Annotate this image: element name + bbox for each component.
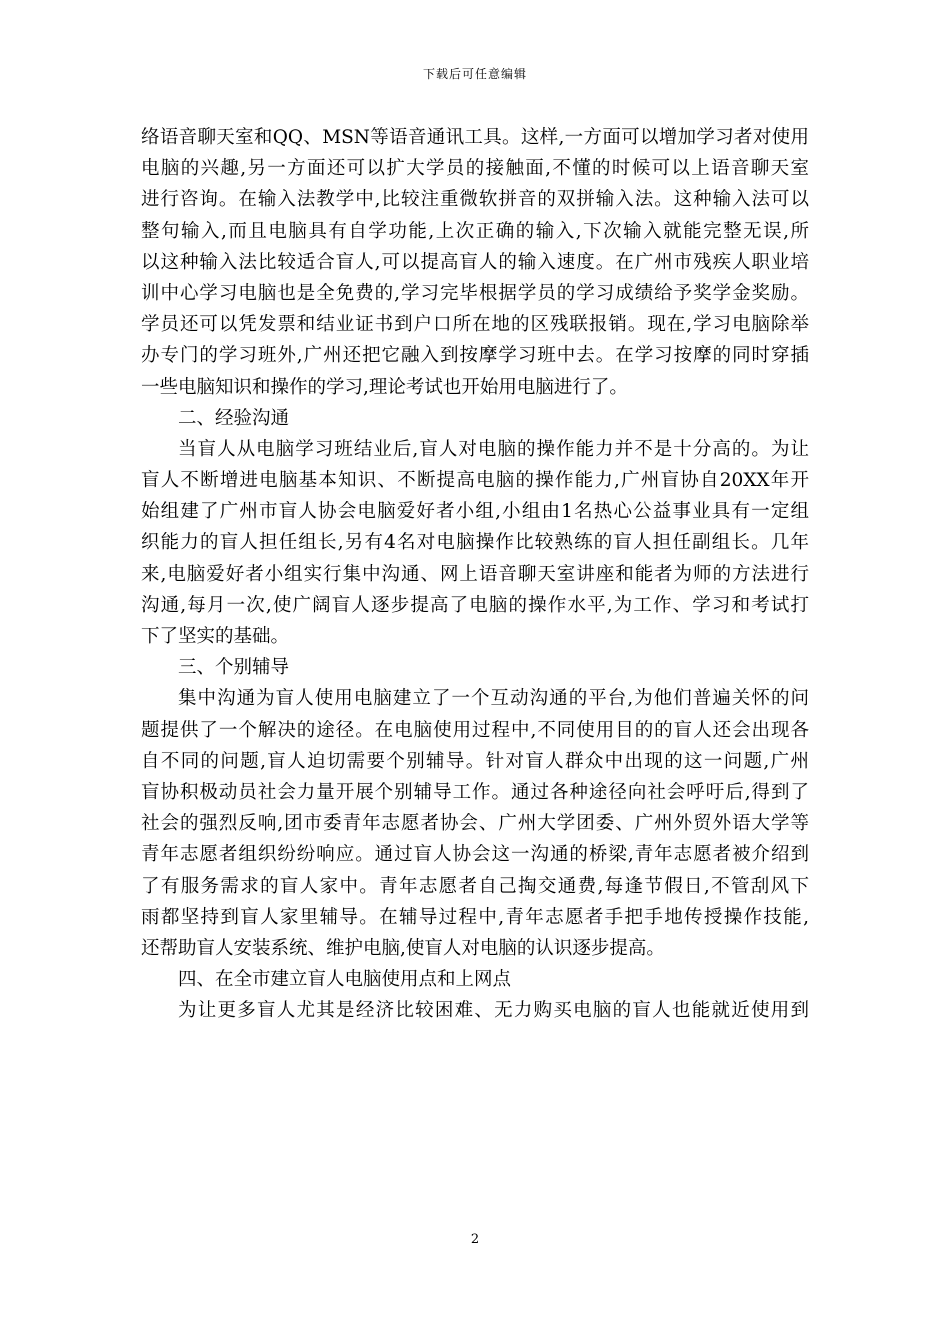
text-line: 来,电脑爱好者小组实行集中沟通、网上语音聊天室讲座和能者为师的方法进行: [141, 563, 809, 585]
page-header: 下载后可任意编辑: [422, 67, 527, 81]
text-line: 一些电脑知识和操作的学习,理论考试也开始用电脑进行了。: [141, 376, 628, 398]
paragraph-section-4: [141, 995, 809, 1026]
section-heading-2: [141, 403, 809, 434]
text-line: 雨都坚持到盲人家里辅导。在辅导过程中,青年志愿者手把手地传授操作技能,: [141, 906, 809, 928]
text-line: 集中沟通为盲人使用电脑建立了一个互动沟通的平台,为他们普遍关怀的问: [178, 688, 809, 710]
text-line: 整句输入,而且电脑具有自学功能,上次正确的输入,下次输入就能完整无误,所: [141, 220, 809, 242]
section-heading-3: [141, 652, 809, 683]
text-line: 青年志愿者组织纷纷响应。通过盲人协会这一沟通的桥梁,青年志愿者被介绍到: [141, 844, 809, 866]
text-line: 当盲人从电脑学习班结业后,盲人对电脑的操作能力并不是十分高的。为让: [178, 438, 809, 460]
text-line: 以这种输入法比较适合盲人,可以提高盲人的输入速度。在广州市残疾人职业培: [141, 251, 809, 273]
text-line: 络语音聊天室和QQ、MSN等语音通讯工具。这样,一方面可以增加学习者对使用: [141, 127, 809, 148]
text-line: 下了坚实的基础。: [141, 626, 290, 647]
section-heading: 四、在全市建立盲人电脑使用点和上网点: [178, 969, 512, 991]
text-line: 题提供了一个解决的途径。在电脑使用过程中,不同使用目的的盲人还会出现各: [141, 719, 809, 741]
text-line: 了有服务需求的盲人家中。青年志愿者自己掏交通费,每逢节假日,不管刮风下: [141, 875, 809, 897]
text-line: 训中心学习电脑也是全免费的,学习完毕根据学员的学习成绩给予奖学金奖励。: [141, 282, 809, 304]
section-heading-4: [141, 964, 809, 995]
section-heading: 二、经验沟通: [178, 407, 290, 429]
paragraph-intro: [141, 122, 809, 403]
text-line: 织能力的盲人担任组长,另有4名对电脑操作比较熟练的盲人担任副组长。几年: [141, 532, 809, 554]
text-line: 始组建了广州市盲人协会电脑爱好者小组,小组由1名热心公益事业具有一定组: [141, 501, 809, 523]
text-line: 盲人不断增进电脑基本知识、不断提高电脑的操作能力,广州盲协自20XX年开: [141, 470, 809, 492]
text-line: 办专门的学习班外,广州还把它融入到按摩学习班中去。在学习按摩的同时穿插: [141, 345, 809, 367]
paragraph-section-3: [141, 683, 809, 964]
text-line: 社会的强烈反响,团市委青年志愿者协会、广州大学团委、广州外贸外语大学等: [141, 813, 809, 835]
page-number: 2: [470, 1232, 480, 1247]
document-body: [141, 122, 809, 1026]
text-line: 还帮助盲人安装系统、维护电脑,使盲人对电脑的认识逐步提高。: [141, 937, 665, 959]
text-line: 学员还可以凭发票和结业证书到户口所在地的区残联报销。现在,学习电脑除举: [141, 314, 809, 336]
text-line: 电脑的兴趣,另一方面还可以扩大学员的接触面,不懂的时候可以上语音聊天室: [141, 158, 809, 180]
text-line: 为让更多盲人尤其是经济比较困难、无力购买电脑的盲人也能就近使用到: [178, 1000, 809, 1022]
text-line: 盲协积极动员社会力量开展个别辅导工作。通过各种途径向社会呼吁后,得到了: [141, 781, 809, 803]
section-heading: 三、个别辅导: [178, 657, 290, 679]
paragraph-section-2: [141, 434, 809, 652]
text-line: 沟通,每月一次,使广阔盲人逐步提高了电脑的操作水平,为工作、学习和考试打: [141, 594, 809, 616]
text-line: 自不同的问题,盲人迫切需要个别辅导。针对盲人群众中出现的这一问题,广州: [141, 750, 809, 772]
text-line: 进行咨询。在输入法教学中,比较注重微软拼音的双拼输入法。这种输入法可以: [141, 189, 809, 211]
